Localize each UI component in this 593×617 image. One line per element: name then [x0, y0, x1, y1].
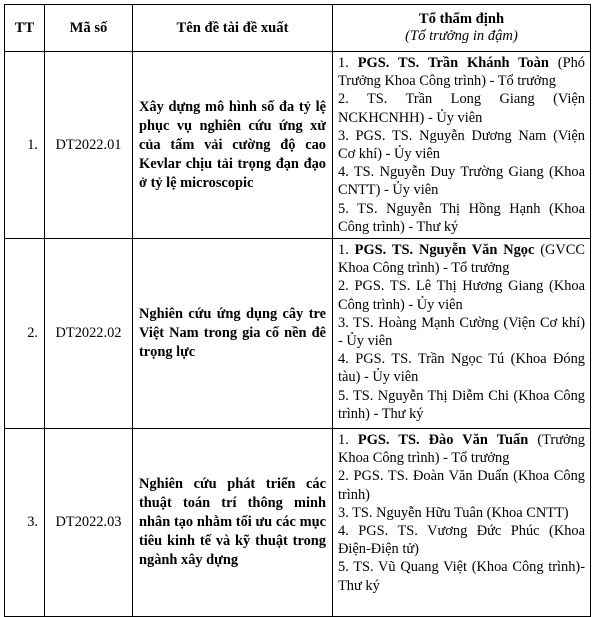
row-number: 3. — [5, 429, 45, 617]
topic-title: Nghiên cứu ứng dụng cây tre Việt Nam trong gia cố nền đê trọng lực — [133, 239, 333, 429]
table-row — [5, 52, 591, 239]
council-member — [338, 314, 585, 350]
council-member — [338, 127, 585, 163]
member-prefix: 1. — [338, 55, 358, 71]
member-text: 5. TS. Vũ Quang Việt (Khoa Công trình)- Thư ký — [338, 559, 585, 594]
member-text: 2. PGS. TS. Lê Thị Hương Giang (Khoa Công trình) - Ủy viên — [338, 278, 585, 313]
member-text: (GVCC Khoa Công trình) - Tổ trưởng — [338, 242, 586, 277]
topic-title: Xây dựng mô hình số đa tỷ lệ phục vụ nghiên cứu ứng xử của tấm vải cường độ cao Kevlar chịu tải trọng đạn đạo ở tỷ lệ microscopic — [133, 52, 333, 239]
council-member — [338, 277, 585, 313]
header-council — [333, 5, 591, 52]
header-topic: Tên đề tài đề xuất — [133, 5, 333, 52]
council-members — [333, 239, 591, 429]
table-row — [5, 239, 591, 429]
member-text: 5. TS. Nguyễn Thị Hồng Hạnh (Khoa Công trình) - Thư ký — [338, 200, 585, 235]
council-member — [338, 558, 585, 594]
member-text: 4. PGS. TS. Vương Đức Phúc (Khoa Điện-Điện tử) — [338, 523, 585, 558]
table-row — [5, 429, 591, 617]
header-council-note: (Tổ trưởng in đậm) — [405, 28, 518, 44]
member-text: 4. TS. Nguyễn Duy Trường Giang (Khoa CNTT) - Ủy viên — [338, 164, 585, 199]
member-prefix: 1. — [338, 242, 355, 259]
header-tt: TT — [5, 5, 45, 52]
member-name-chair: PGS. TS. Nguyễn Văn Ngọc — [354, 242, 535, 259]
member-text: 3. PGS. TS. Nguyễn Dương Nam (Viện Cơ khí) - Ủy viên — [338, 127, 585, 163]
topic-title: Nghiên cứu phát triển các thuật toán trí thông minh nhân tạo nhằm tối ưu các mục tiêu kinh tế và kỹ thuật trong ngành xây dựng — [133, 429, 333, 617]
council-members — [333, 52, 591, 239]
member-text: (Trưởng Khoa Công trình) - Tổ trưởng — [338, 432, 585, 467]
header-council-title: Tổ thẩm định — [418, 11, 505, 27]
council-member — [338, 387, 585, 423]
member-text: 3. TS. Hoàng Mạnh Cường (Viện Cơ khí) - Ủy viên — [338, 314, 585, 350]
council-member — [338, 90, 585, 126]
council-member — [338, 350, 585, 386]
row-number: 2. — [5, 239, 45, 429]
topic-code: DT2022.02 — [45, 239, 133, 429]
member-name-chair: PGS. TS. Đào Văn Tuấn — [357, 432, 529, 449]
member-prefix: 1. — [338, 432, 358, 449]
council-member — [338, 467, 585, 503]
council-member — [338, 241, 585, 277]
member-text: 2. TS. Trần Long Giang (Viện NCKHCNHH) - Ủy viên — [338, 91, 585, 126]
member-text: (Phó Trưởng Khoa Công trình) - Tổ trưởng — [338, 55, 585, 90]
member-text: 4. PGS. TS. Trần Ngọc Tú (Khoa Đóng tàu) - Ủy viên — [338, 351, 585, 386]
row-number: 1. — [5, 52, 45, 239]
council-members — [333, 429, 591, 617]
member-text: 5. TS. Nguyễn Thị Diễm Chi (Khoa Công trình) - Thư ký — [338, 387, 585, 422]
member-text: 3. TS. Nguyễn Hữu Tuân (Khoa CNTT) — [338, 504, 569, 521]
topic-code: DT2022.03 — [45, 429, 133, 617]
council-member — [338, 504, 585, 522]
member-name-chair: PGS. TS. Trần Khánh Toàn — [357, 55, 549, 71]
council-member — [338, 163, 585, 199]
council-member — [338, 522, 585, 558]
topic-code: DT2022.01 — [45, 52, 133, 239]
member-text: 2. PGS. TS. Đoàn Văn Duẩn (Khoa Công trình) — [338, 468, 585, 503]
header-code: Mã số — [45, 5, 133, 52]
council-member — [338, 54, 585, 90]
council-member — [338, 431, 585, 467]
review-council-table — [4, 4, 591, 617]
council-member — [338, 200, 585, 236]
table-header-row — [5, 5, 591, 52]
